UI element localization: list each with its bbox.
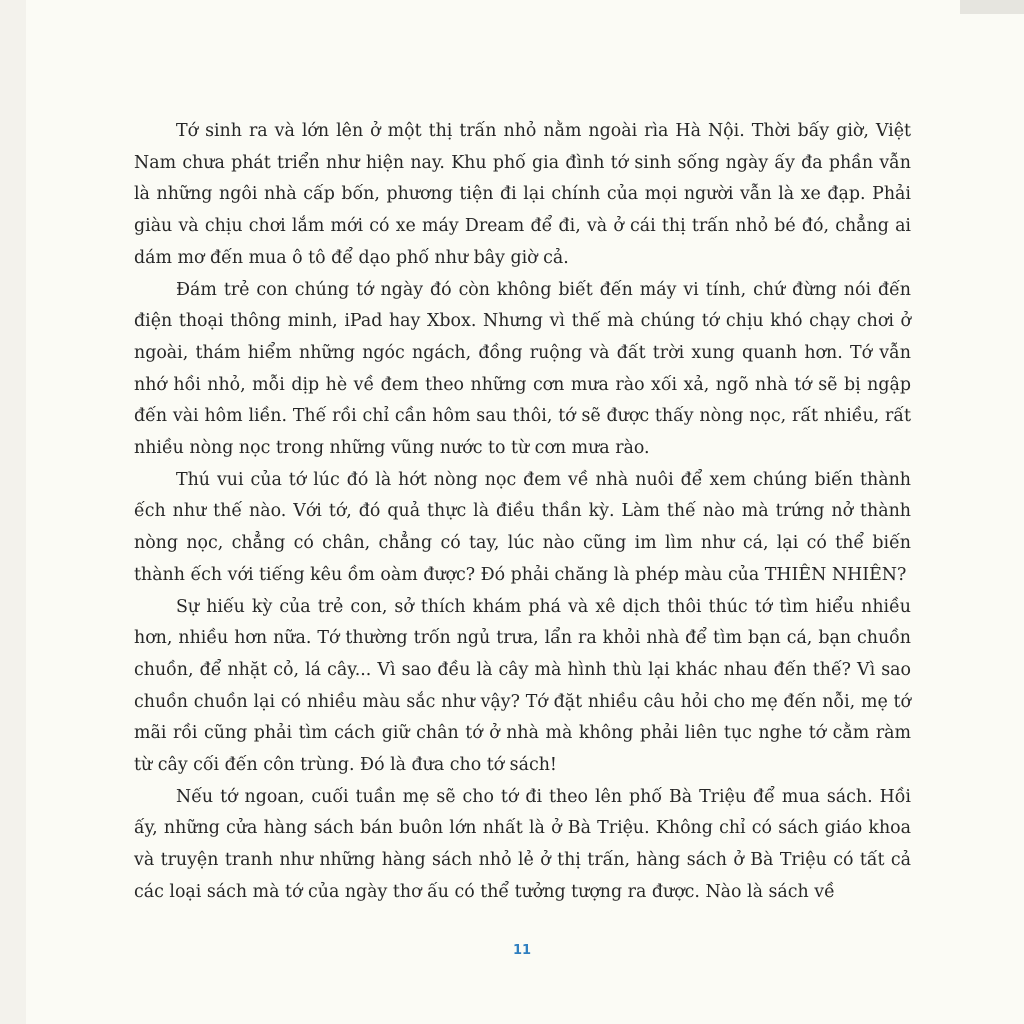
page-number: 11 [512, 943, 532, 958]
paragraph-1: Tớ sinh ra và lớn lên ở một thị trấn nhỏ nằm ngoài rìa Hà Nội. Thời bấy giờ, Việt Nam chưa phát triển như hiện nay. Khu phố gia đình tớ sinh sống ngày ấy đa phần vẫn là những ngôi nhà cấp bốn, phương tiện đi lại chính của mọi người vẫn là xe đạp. Phải giàu và chịu chơi lắm mới có xe máy Dream để đi, và ở cái thị trấn nhỏ bé đó, chẳng ai dám mơ đến mua ô tô để dạo phố như bây giờ cả. [134, 121, 911, 268]
body-text [134, 116, 911, 909]
paragraph-4: Sự hiếu kỳ của trẻ con, sở thích khám phá và xê dịch thôi thúc tớ tìm hiểu nhiều hơn, nhiều hơn nữa. Tớ thường trốn ngủ trưa, lẩn ra khỏi nhà để tìm bạn cá, bạn chuồn chuồn, để nhặt cỏ, lá cây... Vì sao đều là cây mà hình thù lại khác nhau đến thế? Vì sao chuồn chuồn lại có nhiều màu sắc như vậy? Tớ đặt nhiều câu hỏi cho mẹ đến nỗi, mẹ tớ mãi rồi cũng phải tìm cách giữ chân tớ ở nhà mà không phải liên tục nghe tớ cằm ràm từ cây cối đến côn trùng. Đó là đưa cho tớ sách! [134, 596, 911, 776]
page-edge-shadow [960, 0, 1024, 14]
paragraph-2: Đám trẻ con chúng tớ ngày đó còn không biết đến máy vi tính, chứ đừng nói đến điện thoại thông minh, iPad hay Xbox. Nhưng vì thế mà chúng tớ chịu khó chạy chơi ở ngoài, thám hiểm những ngóc ngách, đồng ruộng và đất trời xung quanh hơn. Tớ vẫn nhớ hồi nhỏ, mỗi dịp hè về đem theo những cơn mưa rào xối xả, ngõ nhà tớ sẽ bị ngập đến vài hôm liền. Thế rồi chỉ cần hôm sau thôi, tớ sẽ được thấy nòng nọc, rất nhiều, rất nhiều nòng nọc trong những vũng nước to từ cơn mưa rào. [134, 279, 911, 459]
paragraph-5: Nếu tớ ngoan, cuối tuần mẹ sẽ cho tớ đi theo lên phố Bà Triệu để mua sách. Hồi ấy, những cửa hàng sách bán buôn lớn nhất là ở Bà Triệu. Không chỉ có sách giáo khoa và truyện tranh như những hàng sách nhỏ lẻ ở thị trấn, hàng sách ở Bà Triệu có tất cả các loại sách mà tớ của ngày thơ ấu có thể tưởng tượng ra được. Nào là sách về [134, 786, 911, 902]
paragraph-3: Thú vui của tớ lúc đó là hớt nòng nọc đem về nhà nuôi để xem chúng biến thành ếch như thế nào. Với tớ, đó quả thực là điều thần kỳ. Làm thế nào mà trứng nở thành nòng nọc, chẳng có chân, chẳng có tay, lúc nào cũng im lìm như cá, lại có thể biến thành ếch với tiếng kêu ồm oàm được? Đó phải chăng là phép màu của THIÊN NHIÊN? [134, 469, 911, 585]
